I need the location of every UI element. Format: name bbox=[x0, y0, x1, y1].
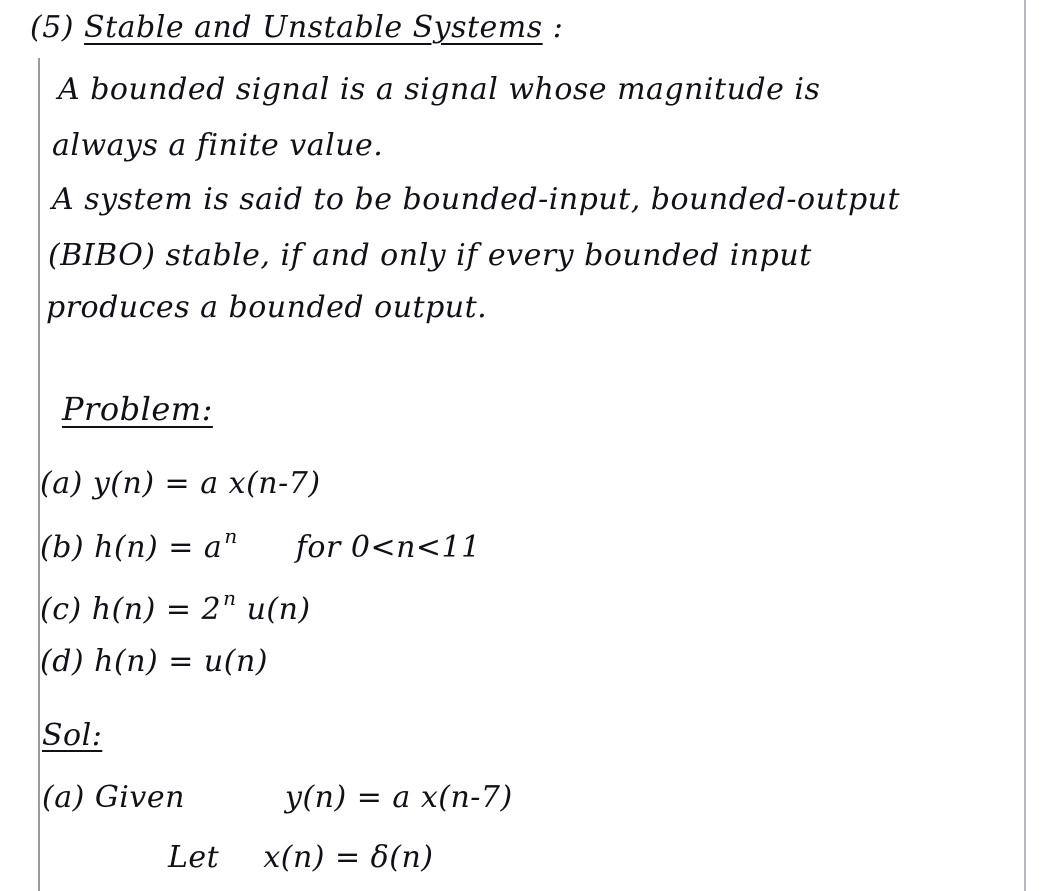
item-expr: h(n) = a bbox=[94, 530, 223, 565]
solution-line-1 bbox=[42, 780, 513, 815]
item-condition: for 0<n<11 bbox=[295, 530, 481, 565]
solution-heading: Sol: bbox=[42, 718, 103, 753]
problem-item-a bbox=[40, 466, 321, 501]
section-heading bbox=[30, 10, 563, 45]
item-expr: h(n) = u(n) bbox=[94, 644, 268, 679]
item-expr: h(n) = 2 bbox=[91, 592, 222, 627]
definition-line: (BIBO) stable, if and only if every bounded input bbox=[48, 238, 812, 273]
item-label: (a) bbox=[40, 466, 83, 501]
solution-line-2 bbox=[168, 840, 433, 875]
item-exponent: n bbox=[223, 586, 237, 610]
section-colon: : bbox=[552, 10, 564, 45]
problem-heading: Problem: bbox=[62, 390, 213, 428]
solution-label: Let bbox=[168, 840, 220, 875]
item-exponent: n bbox=[224, 524, 238, 548]
solution-label: (a) Given bbox=[42, 780, 185, 815]
definition-line: produces a bounded output. bbox=[46, 290, 488, 325]
item-label: (c) bbox=[40, 592, 82, 627]
definition-line: A system is said to be bounded-input, bounded-output bbox=[52, 182, 901, 217]
item-expr: y(n) = a x(n-7) bbox=[92, 466, 321, 501]
item-expr-rest: u(n) bbox=[246, 592, 311, 627]
definition-line: A bounded signal is a signal whose magnitude is bbox=[58, 72, 821, 107]
definition-line: always a finite value. bbox=[52, 128, 384, 163]
solution-expr: x(n) = δ(n) bbox=[263, 840, 434, 875]
item-label: (b) bbox=[40, 530, 85, 565]
section-number: (5) bbox=[30, 10, 74, 45]
page-edge-line bbox=[1024, 0, 1026, 891]
problem-item-b bbox=[40, 524, 481, 565]
problem-item-d bbox=[40, 644, 268, 679]
item-label: (d) bbox=[40, 644, 85, 679]
problem-item-c bbox=[40, 586, 311, 627]
solution-expr: y(n) = a x(n-7) bbox=[285, 780, 513, 815]
section-title: Stable and Unstable Systems bbox=[84, 10, 543, 45]
